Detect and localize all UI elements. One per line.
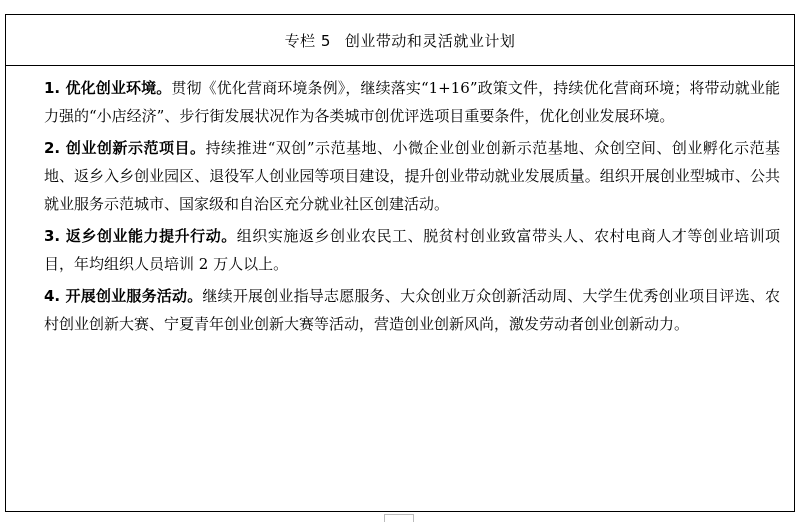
item-heading: 4. 开展创业服务活动。 xyxy=(44,287,203,305)
list-item xyxy=(44,134,780,218)
column-title xyxy=(6,15,794,66)
list-item xyxy=(44,222,780,278)
item-heading: 3. 返乡创业能力提升行动。 xyxy=(44,227,237,245)
item-body: 继续开展创业指导志愿服务、大众创业万众创新活动周、大学生优秀创业项目评选、农村创业创新大赛、宁夏青年创业创新大赛等活动，营造创业创新风尚，激发劳动者创业创新动力。 xyxy=(44,287,780,333)
item-body: 组织实施返乡创业农民工、脱贫村创业致富带头人、农村电商人才等创业培训项目，年均组织人员培训 2 万人以上。 xyxy=(44,227,781,273)
column-title-text: 创业带动和灵活就业计划 xyxy=(344,31,516,50)
item-heading: 2. 创业创新示范项目。 xyxy=(44,139,206,157)
item-heading: 1. 优化创业环境。 xyxy=(44,79,172,97)
list-item xyxy=(44,74,780,130)
item-body: 贯彻《优化营商环境条例》，继续落实“1+16”政策文件，持续优化营商环境；将带动就业能力强的“小店经济”、步行街发展状况作为各类城市创优评选项目重要条件，优化创业发展环境。 xyxy=(44,79,780,125)
list-item xyxy=(44,282,780,338)
column-number: 专栏 5 xyxy=(284,31,331,50)
column-content xyxy=(6,66,794,338)
page-edge-mark xyxy=(384,514,414,522)
item-body: 持续推进“双创”示范基地、小微企业创业创新示范基地、众创空间、创业孵化示范基地、返乡入乡创业园区、退役军人创业园等项目建设，提升创业带动就业发展质量。组织开展创业型城市、公共就业服务示范城市、国家级和自治区充分就业社区创建活动。 xyxy=(44,139,780,213)
column-box xyxy=(5,14,795,512)
